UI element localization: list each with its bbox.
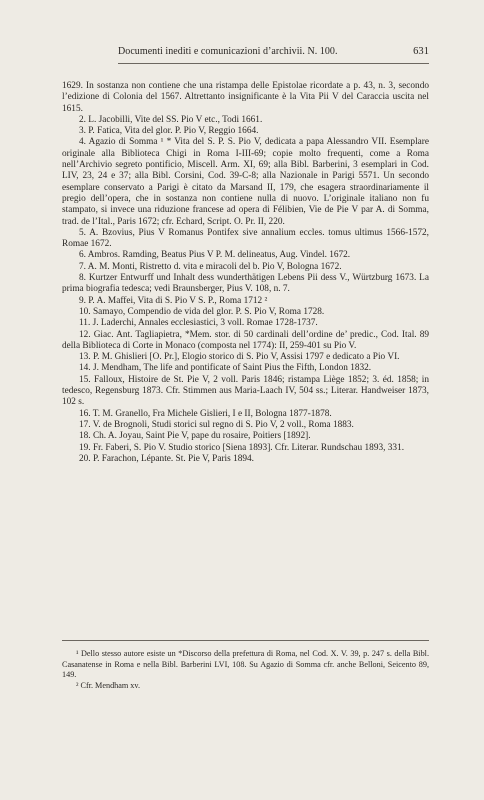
entry-continuation: 1629. In sostanza non contiene che una ristampa delle Epistolae ricordate a p. 43, n. 3, secondo l’edizione di Colonia del 1567. Altrettanto insignificante è la Vita Pii V del Caraccia uscita nel 1615. bbox=[62, 81, 429, 114]
bibliography-list bbox=[62, 81, 429, 465]
entry-16: 16. T. M. Granello, Fra Michele Gislieri, I e II, Bologna 1877-1878. bbox=[79, 408, 332, 419]
entry-18: 18. Ch. A. Joyau, Saint Pie V, pape du rosaire, Poitiers [1892]. bbox=[79, 431, 311, 442]
footnote-divider bbox=[62, 640, 429, 641]
entry-2: 2. L. Jacobilli, Vite del SS. Pio V etc., Todi 1661. bbox=[79, 114, 263, 125]
entry-17: 17. V. de Brognoli, Studi storici sul regno di S. Pio V, 2 voll., Roma 1883. bbox=[79, 419, 354, 430]
footnotes bbox=[62, 640, 429, 691]
entry-8: 8. Kurtzer Entwurff und Inhalt dess wunderthätigen Lebens Pii dess V., Würtzburg 1673. La prima biografia tedesca; vedi Braunsberger, Pius V. 108, n. 7. bbox=[62, 273, 429, 295]
entry-20: 20. P. Farachon, Lépante. St. Pie V, Paris 1894. bbox=[79, 453, 254, 464]
entry-7: 7. A. M. Monti, Ristretto d. vita e miracoli del b. Pio V, Bologna 1672. bbox=[79, 261, 342, 272]
entry-5: 5. A. Bzovius, Pius V Romanus Pontifex sive annalium eccles. tomus ultimus 1566-1572, Romae 1672. bbox=[62, 227, 429, 250]
running-header bbox=[118, 46, 429, 64]
entry-12: 12. Giac. Ant. Tagliapietra, *Mem. stor. di 50 cardinali dell’ordine de’ predic., Cod. Ital. 89 della Biblioteca di Corte in Monaco (composta nel 1774): II, 259-401 su Pio V. bbox=[62, 329, 429, 351]
entry-4: 4. Agazio di Somma ¹ * Vita del S. P. S. Pio V, dedicata a papa Alessandro VII. Esemplare originale alla Biblioteca Chigi in Roma I-III-69; copie molto frequenti, come a Roma nell’Archivio segreto pontificio, Miscell. Arm. XI, 69; alla Bibl. Barberini, 3 esemplari in Cod. LIV, 23, 24 e 37; alla Bibl. Corsini, Cod. 39-C-8; alla Nazionale in Parigi 5571. Un secondo esemplare conservato a Parigi è citato da Marsand II, 179, che esagera straordinariamente il pregio dell’opera, che in sostanza non contiene nulla di nuovo. L’originale italiano non fu stampato, si invece una riduzione francese ad opera di Félibien, Vie de Pie V par A. di Somma, trad. de l’Ital., Paris 1672; cfr. Echard, Script. O. Pr. II, 220. bbox=[62, 137, 429, 227]
page-number: 631 bbox=[413, 46, 429, 57]
entry-3: 3. P. Fatica, Vita del glor. P. Pio V, Reggio 1664. bbox=[79, 126, 259, 137]
entry-10: 10. Samayo, Compendio de vida del glor. P. S. Pio V, Roma 1728. bbox=[79, 306, 325, 317]
entry-6: 6. Ambros. Ramding, Beatus Pius V P. M. delineatus, Aug. Vindel. 1672. bbox=[79, 250, 351, 261]
footnote-2: ² Cfr. Mendham xv. bbox=[76, 680, 141, 690]
entry-14: 14. J. Mendham, The life and pontificate of Saint Pius the Fifth, London 1832. bbox=[79, 363, 372, 374]
entry-15: 15. Falloux, Histoire de St. Pie V, 2 voll. Paris 1846; ristampa Liège 1852; 3. éd. 1858; in tedesco, Regensburg 1873. Cfr. Stimmen aus Maria-Laach IV, 504 ss.; Literar. Handweiser 1873, 102 s. bbox=[62, 374, 429, 408]
entry-9: 9. P. A. Maffei, Vita di S. Pio V S. P., Roma 1712 ² bbox=[79, 295, 268, 306]
entry-13: 13. P. M. Ghislieri [O. Pr.], Elogio storico di S. Pio V, Assisi 1797 e dedicato a Pio VI. bbox=[79, 352, 400, 363]
running-title: Documenti inediti e comunicazioni d’archivii. N. 100. bbox=[118, 46, 338, 57]
entry-11: 11. J. Laderchi, Annales ecclesiastici, 3 voll. Romae 1728-1737. bbox=[79, 318, 318, 329]
footnote-1: ¹ Dello stesso autore esiste un *Discorso della prefettura di Roma, nel Cod. X. V. 39, p. 247 s. della Bibl. Casanatense in Roma e nella Bibl. Barberini LVI, 108. Su Agazio di Somma cfr. anche Belloni, Seicento 89, 149. bbox=[62, 649, 429, 680]
entry-19: 19. Fr. Faberi, S. Pio V. Studio storico [Siena 1893]. Cfr. Literar. Rundschau 1893, 331. bbox=[79, 442, 405, 453]
